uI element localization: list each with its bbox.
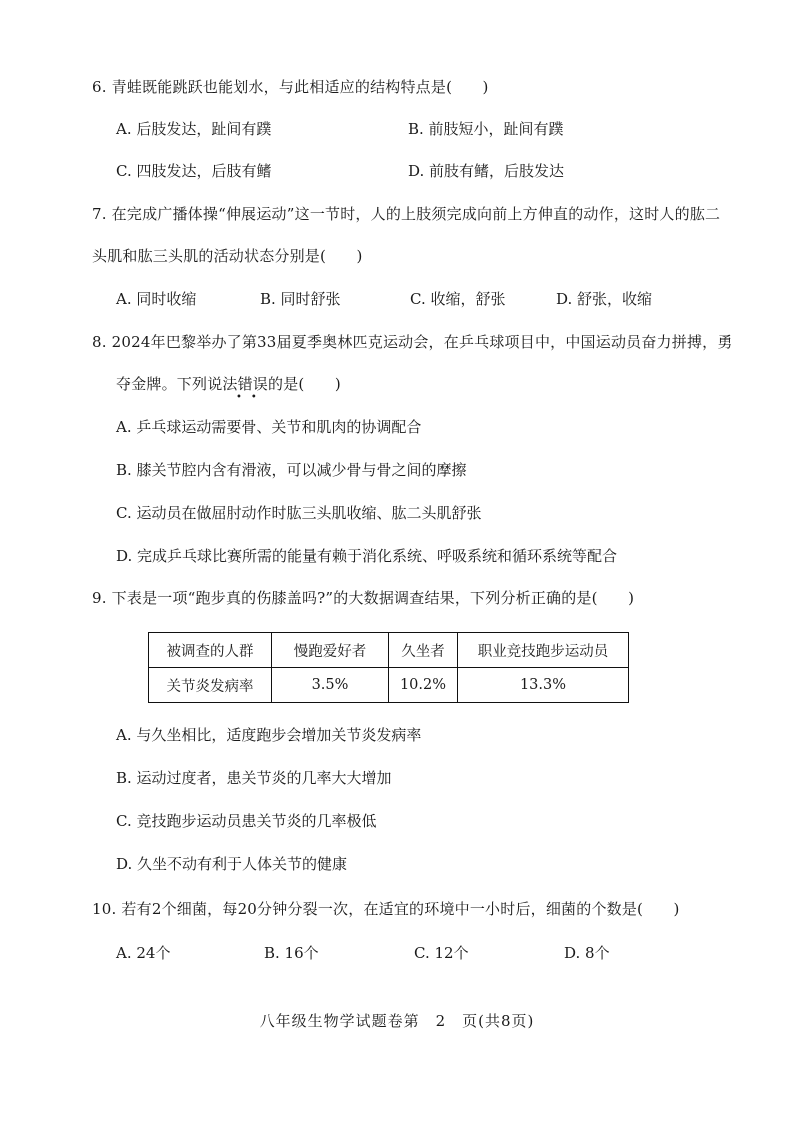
q9-option-d: D. 久坐不动有利于人体关节的健康 — [116, 855, 348, 873]
q6-option-d: D. 前肢有鳍，后肢发达 — [408, 162, 565, 180]
q7-option-d: D. 舒张，收缩 — [556, 290, 653, 308]
q10-option-b: B. 16个 — [264, 944, 319, 962]
table-header-cell: 久坐者 — [389, 633, 458, 668]
q8-option-b: B. 膝关节腔内含有滑液，可以减少骨与骨之间的摩擦 — [116, 461, 467, 479]
table-cell: 10.2% — [389, 668, 458, 703]
survey-table — [148, 632, 629, 703]
q6-option-b: B. 前肢短小，趾间有蹼 — [408, 120, 564, 138]
question-8-stem-line2: 夺金牌。下列说法错误的是( ) — [116, 375, 341, 393]
question-10-stem: 10. 若有2个细菌，每20分钟分裂一次，在适宜的环境中一小时后，细菌的个数是( ) — [92, 900, 680, 918]
q10-option-d: D. 8个 — [564, 944, 610, 962]
q6-option-a: A. 后肢发达，趾间有蹼 — [116, 120, 272, 138]
q7-option-c: C. 收缩，舒张 — [410, 290, 506, 308]
question-9-stem: 9. 下表是一项“跑步真的伤膝盖吗?”的大数据调查结果，下列分析正确的是( ) — [92, 589, 635, 607]
q9-option-a: A. 与久坐相比，适度跑步会增加关节炎发病率 — [116, 726, 422, 744]
q7-option-a: A. 同时收缩 — [116, 290, 197, 308]
table-header-row — [149, 633, 629, 668]
q9-option-b: B. 运动过度者，患关节炎的几率大大增加 — [116, 769, 392, 787]
q7-option-b: B. 同时舒张 — [260, 290, 341, 308]
table-header-cell: 慢跑爱好者 — [272, 633, 389, 668]
table-header-cell: 职业竞技跑步运动员 — [458, 633, 629, 668]
q8-option-a: A. 乒乓球运动需要骨、关节和肌肉的协调配合 — [116, 418, 422, 436]
q10-option-c: C. 12个 — [414, 944, 469, 962]
question-7-stem-line2: 头肌和肱三头肌的活动状态分别是( ) — [92, 247, 363, 265]
q8-option-d: D. 完成乒乓球比赛所需的能量有赖于消化系统、呼吸系统和循环系统等配合 — [116, 547, 618, 565]
table-row — [149, 668, 629, 703]
table-cell: 3.5% — [272, 668, 389, 703]
q8-option-c: C. 运动员在做屈肘动作时肱三头肌收缩、肱二头肌舒张 — [116, 504, 482, 522]
question-8-stem-line1: 8. 2024年巴黎举办了第33届夏季奥林匹克运动会，在乒乓球项目中，中国运动员奋力拼搏，勇 — [92, 333, 733, 351]
question-7-stem-line1: 7. 在完成广播体操“伸展运动”这一节时，人的上肢须完成向前上方伸直的动作，这时人的肱二 — [92, 205, 721, 223]
page-footer: 八年级生物学试题卷第 2 页(共8页) — [259, 1012, 535, 1030]
emphasis-dots: •• — [236, 392, 266, 403]
q6-option-c: C. 四肢发达，后肢有鳍 — [116, 162, 272, 180]
q9-option-c: C. 竞技跑步运动员患关节炎的几率极低 — [116, 812, 377, 830]
question-6-stem: 6. 青蛙既能跳跃也能划水，与此相适应的结构特点是( ) — [92, 78, 489, 96]
table-cell: 13.3% — [458, 668, 629, 703]
q10-option-a: A. 24个 — [116, 944, 171, 962]
table-cell: 关节炎发病率 — [149, 668, 272, 703]
table-header-cell: 被调查的人群 — [149, 633, 272, 668]
